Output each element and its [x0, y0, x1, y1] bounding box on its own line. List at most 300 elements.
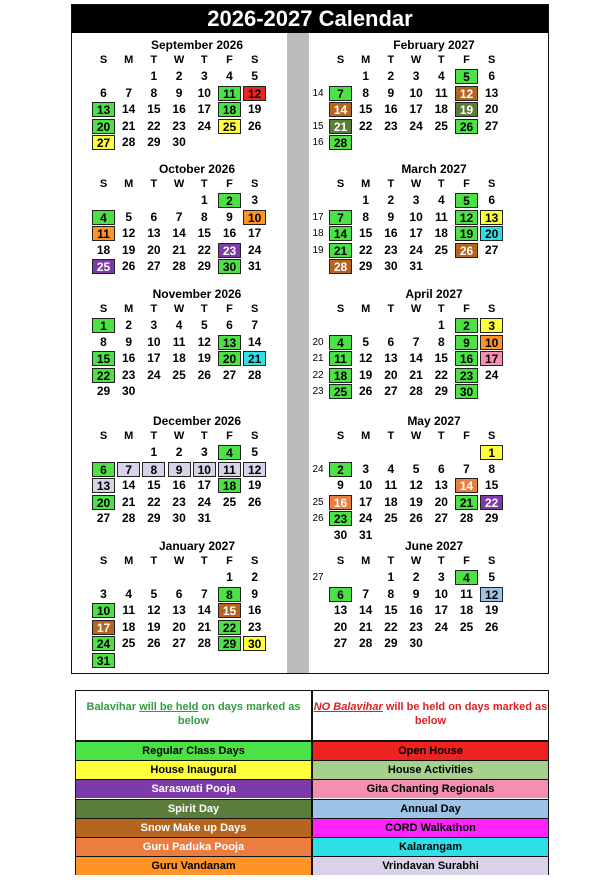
day-cell: 19	[147, 619, 161, 634]
day-cell: 18	[434, 226, 448, 240]
day-cell: 16	[409, 603, 423, 617]
day-cell: 3	[150, 318, 158, 332]
day-cell: 3	[362, 461, 370, 476]
day-cell: 26	[409, 511, 423, 525]
day-cell: 12	[455, 86, 478, 101]
day-cell: 19	[409, 494, 423, 509]
day-cell: 23	[384, 242, 398, 257]
day-cell: 6	[437, 461, 445, 476]
day-cell: 18	[434, 102, 448, 116]
day-cell: 12	[480, 587, 503, 602]
weekday-label: F	[463, 178, 470, 190]
day-cell: 21	[122, 118, 136, 133]
day-cell: 4	[329, 335, 352, 350]
day-cell: 30	[218, 259, 241, 274]
day-cell: 15	[147, 102, 161, 116]
weekday-label: T	[200, 178, 208, 190]
week-number: 27	[312, 572, 324, 583]
day-cell: 23	[172, 118, 186, 133]
day-cell: 11	[122, 603, 136, 617]
day-cell: 29	[384, 636, 398, 650]
day-cell: 11	[218, 86, 241, 101]
day-cell: 14	[409, 351, 423, 365]
day-cell: 18	[459, 603, 474, 617]
legend-held-heading	[76, 691, 311, 741]
day-cell: 25	[218, 119, 241, 134]
day-cell: 4	[437, 69, 445, 83]
day-cell: 8	[150, 85, 158, 100]
weekday-label: T	[387, 54, 395, 66]
day-cell: 27	[96, 511, 111, 525]
day-cell: 25	[329, 384, 352, 399]
day-cell: 30	[122, 384, 136, 398]
day-cell: 4	[175, 318, 183, 332]
day-cell: 31	[197, 511, 211, 525]
day-cell: 26	[455, 243, 478, 258]
day-cell: 23	[455, 368, 478, 383]
weekday-label: S	[99, 178, 108, 190]
legend-item: Open House	[313, 741, 548, 760]
weekday-label: M	[124, 54, 134, 66]
day-cell: 7	[362, 586, 370, 601]
day-cell: 10	[193, 462, 216, 477]
weekday-label: T	[437, 430, 445, 442]
day-cell: 11	[218, 462, 241, 477]
day-cell: 1	[150, 69, 158, 83]
day-cell: 6	[175, 586, 183, 601]
weekday-label: M	[361, 555, 371, 567]
day-cell: 15	[359, 102, 373, 116]
day-cell: 30	[243, 636, 266, 651]
day-cell: 2	[329, 462, 352, 477]
day-cell: 6	[100, 85, 107, 100]
day-cell: 21	[172, 242, 186, 257]
column-divider	[287, 33, 309, 673]
weekday-label: F	[463, 430, 470, 442]
day-cell: 28	[248, 367, 262, 382]
day-cell: 3	[412, 193, 420, 207]
day-cell: 15	[218, 603, 241, 618]
week-number: 21	[312, 353, 324, 364]
month-title: June 2027	[404, 539, 464, 553]
day-cell: 11	[329, 351, 352, 366]
legend-item: Kalarangam	[313, 837, 548, 856]
weekday-label: T	[200, 303, 208, 315]
day-cell: 23	[409, 619, 423, 634]
day-cell: 6	[329, 587, 352, 602]
day-cell: 6	[92, 462, 115, 477]
weekday-label: T	[150, 555, 158, 567]
weekday-label: F	[463, 555, 470, 567]
day-cell: 27	[172, 636, 186, 650]
day-cell: 25	[459, 619, 474, 634]
weekday-label: F	[226, 54, 233, 66]
day-cell: 1	[226, 570, 233, 584]
day-cell: 13	[147, 226, 161, 240]
day-cell: 28	[459, 511, 474, 525]
weekday-label: M	[124, 303, 134, 315]
day-cell: 23	[329, 511, 352, 526]
day-cell: 19	[485, 603, 499, 617]
day-cell: 7	[175, 209, 183, 224]
day-cell: 9	[175, 85, 183, 100]
day-cell: 20	[92, 495, 115, 510]
day-cell: 29	[197, 259, 211, 273]
weekday-label: S	[488, 178, 496, 190]
day-cell: 29	[218, 636, 241, 651]
day-cell: 3	[412, 69, 420, 83]
day-cell: 20	[147, 242, 161, 257]
day-cell: 26	[359, 384, 373, 398]
week-number: 24	[312, 463, 324, 475]
day-cell: 1	[150, 445, 158, 459]
weekday-label: T	[387, 555, 395, 567]
month-title: October 2026	[158, 162, 236, 176]
day-cell: 14	[329, 226, 352, 241]
day-cell: 16	[329, 495, 352, 510]
day-cell: 22	[359, 242, 373, 257]
day-cell: 13	[480, 210, 503, 225]
weekday-label: S	[99, 430, 108, 442]
day-cell: 1	[480, 445, 503, 460]
weekday-label: S	[251, 555, 259, 567]
day-cell: 2	[125, 318, 133, 332]
legend-item: Guru Paduka Pooja	[76, 837, 311, 856]
day-cell: 10	[92, 603, 115, 618]
day-cell: 17	[434, 603, 448, 617]
day-cell: 9	[387, 209, 395, 224]
day-cell: 5	[455, 193, 478, 208]
day-cell: 18	[218, 478, 241, 493]
day-cell: 19	[455, 102, 478, 117]
day-cell: 2	[387, 193, 395, 207]
day-cell: 18	[96, 242, 111, 257]
month-title: November 2026	[152, 287, 242, 301]
weekday-label: S	[336, 303, 345, 315]
day-cell: 24	[359, 511, 373, 525]
day-cell: 4	[455, 570, 478, 585]
day-cell: 17	[92, 620, 115, 635]
day-cell: 20	[485, 102, 499, 116]
day-cell: 17	[359, 494, 373, 509]
weekday-label: W	[410, 555, 422, 567]
day-cell: 25	[122, 636, 136, 650]
day-cell: 2	[175, 69, 183, 83]
day-cell: 16	[455, 351, 478, 366]
day-cell: 15	[92, 351, 115, 366]
legend-held	[75, 690, 312, 875]
weekday-label: W	[410, 54, 422, 66]
day-cell: 18	[384, 494, 398, 509]
day-cell: 18	[122, 619, 136, 634]
day-cell: 31	[92, 653, 115, 668]
weekday-label: T	[437, 178, 445, 190]
day-cell: 1	[200, 193, 208, 207]
legend-not-held-heading-part1: NO Balavihar	[313, 701, 383, 713]
day-cell: 7	[412, 334, 420, 349]
day-cell: 7	[125, 85, 133, 100]
day-cell: 6	[488, 69, 496, 83]
day-cell: 20	[480, 226, 503, 241]
weekday-label: S	[251, 54, 259, 66]
day-cell: 10	[409, 209, 423, 224]
day-cell: 8	[488, 461, 496, 476]
day-cell: 27	[384, 384, 398, 398]
day-cell: 7	[329, 210, 352, 225]
weekday-label: S	[251, 430, 259, 442]
weekday-label: S	[488, 555, 496, 567]
day-cell: 18	[329, 368, 352, 383]
weekday-label: W	[173, 555, 185, 567]
day-cell: 11	[92, 226, 115, 241]
day-cell: 27	[147, 259, 161, 273]
day-cell: 10	[409, 85, 423, 100]
day-cell: 1	[387, 570, 395, 584]
day-cell: 2	[251, 570, 259, 584]
day-cell: 25	[384, 511, 398, 525]
day-cell: 8	[142, 462, 165, 477]
day-cell: 20	[333, 619, 348, 634]
day-cell: 2	[218, 193, 241, 208]
weekday-label: T	[387, 430, 395, 442]
day-cell: 29	[147, 511, 161, 525]
weekday-label: S	[99, 54, 108, 66]
day-cell: 5	[200, 318, 208, 332]
weekday-label: W	[173, 303, 185, 315]
day-cell: 19	[248, 478, 262, 492]
page-title: 2026-2027 Calendar	[72, 5, 548, 33]
day-cell: 11	[434, 209, 448, 224]
weekday-label: M	[361, 178, 371, 190]
day-cell: 22	[359, 118, 373, 133]
day-cell: 26	[485, 619, 499, 634]
day-cell: 17	[480, 351, 503, 366]
day-cell: 22	[147, 118, 161, 133]
day-cell: 19	[455, 226, 478, 241]
day-cell: 5	[251, 445, 259, 459]
legend-item: Vrindavan Surabhi	[313, 856, 548, 875]
week-number: 22	[312, 369, 324, 381]
month-title: March 2027	[401, 162, 467, 176]
day-cell: 10	[434, 586, 448, 601]
legend-item: Regular Class Days	[76, 741, 311, 760]
day-cell: 20	[218, 351, 241, 366]
weekday-label: F	[226, 555, 233, 567]
day-cell: 15	[359, 226, 373, 240]
day-cell: 9	[412, 586, 420, 601]
legend-item: CORD Walkathon	[313, 818, 548, 837]
day-cell: 23	[122, 367, 136, 382]
day-cell: 14	[122, 478, 136, 492]
week-number: 19	[312, 244, 324, 256]
day-cell: 25	[92, 259, 115, 274]
weekday-label: T	[437, 555, 445, 567]
day-cell: 27	[92, 135, 115, 150]
day-cell: 30	[455, 384, 478, 399]
day-cell: 21	[122, 494, 136, 509]
day-cell: 31	[359, 527, 373, 542]
day-cell: 10	[197, 85, 211, 100]
day-cell: 30	[409, 636, 423, 650]
day-cell: 30	[384, 259, 398, 273]
weekday-label: W	[173, 54, 185, 66]
day-cell: 5	[125, 209, 133, 224]
day-cell: 7	[463, 461, 470, 476]
day-cell: 13	[92, 478, 115, 493]
day-cell: 26	[248, 494, 262, 509]
month-title: February 2027	[393, 38, 475, 52]
weekday-label: T	[387, 178, 395, 190]
legend-item: House Inaugural	[76, 760, 311, 779]
day-cell: 24	[434, 619, 448, 634]
weekday-label: F	[226, 303, 233, 315]
weekday-label: S	[488, 303, 496, 315]
weekday-label: T	[200, 555, 208, 567]
day-cell: 6	[150, 209, 158, 224]
day-cell: 28	[122, 511, 136, 525]
day-cell: 10	[359, 478, 373, 492]
day-cell: 24	[197, 494, 211, 509]
day-cell: 28	[329, 135, 352, 150]
weekday-label: T	[437, 303, 445, 315]
weekday-label: S	[251, 178, 259, 190]
day-cell: 9	[226, 209, 233, 224]
day-cell: 22	[197, 242, 211, 257]
day-cell: 15	[197, 226, 211, 240]
weekday-label: W	[173, 430, 185, 442]
day-cell: 7	[251, 318, 259, 332]
day-cell: 30	[333, 527, 348, 542]
week-number: 14	[312, 87, 324, 99]
day-cell: 27	[333, 636, 348, 650]
day-cell: 16	[384, 226, 398, 240]
day-cell: 29	[147, 135, 161, 149]
week-number: 17	[312, 211, 324, 223]
day-cell: 6	[488, 193, 496, 207]
weekday-label: T	[200, 54, 208, 66]
day-cell: 27	[222, 367, 237, 382]
weekday-label: T	[150, 303, 158, 315]
weekday-label: M	[124, 555, 134, 567]
day-cell: 22	[434, 367, 448, 382]
day-cell: 15	[485, 478, 499, 492]
day-cell: 31	[248, 259, 262, 273]
day-cell: 21	[359, 619, 373, 634]
day-cell: 14	[122, 102, 136, 116]
day-cell: 21	[455, 495, 478, 510]
day-cell: 8	[437, 334, 445, 349]
day-cell: 29	[96, 384, 111, 398]
day-cell: 5	[251, 69, 259, 83]
day-cell: 12	[197, 334, 211, 349]
day-cell: 24	[485, 367, 499, 382]
month-title: April 2027	[405, 287, 463, 301]
weekday-label: F	[463, 303, 470, 315]
day-cell: 26	[197, 367, 211, 382]
day-cell: 13	[172, 603, 186, 617]
day-cell: 20	[384, 367, 398, 382]
day-cell: 3	[100, 586, 107, 601]
day-cell: 22	[480, 495, 503, 510]
day-cell: 26	[147, 636, 161, 650]
weekday-label: S	[488, 430, 496, 442]
week-number: 20	[312, 336, 324, 348]
day-cell: 3	[480, 318, 503, 333]
day-cell: 7	[329, 86, 352, 101]
day-cell: 4	[437, 193, 445, 207]
legend-item: House Activities	[313, 760, 548, 779]
day-cell: 3	[437, 570, 445, 584]
day-cell: 24	[409, 242, 423, 257]
weekday-label: S	[99, 555, 108, 567]
weekday-label: M	[124, 430, 134, 442]
weekday-label: T	[200, 430, 208, 442]
weekday-label: T	[150, 54, 158, 66]
day-cell: 30	[172, 135, 186, 149]
day-cell: 16	[172, 478, 186, 492]
day-cell: 17	[248, 226, 262, 240]
day-cell: 1	[437, 318, 445, 332]
week-number: 26	[312, 513, 324, 524]
day-cell: 11	[460, 586, 473, 601]
day-cell: 10	[147, 334, 161, 349]
legend-not-held-heading-part2: will be held on days marked as below	[382, 701, 548, 727]
weekday-label: F	[226, 178, 233, 190]
day-cell: 14	[172, 226, 186, 240]
weekday-label: M	[361, 54, 371, 66]
day-cell: 20	[92, 119, 115, 134]
day-cell: 23	[218, 243, 241, 258]
day-cell: 16	[222, 226, 237, 240]
weekday-label: W	[410, 178, 422, 190]
day-cell: 9	[125, 334, 133, 349]
day-cell: 19	[248, 102, 262, 116]
day-cell: 23	[172, 494, 186, 509]
day-cell: 30	[172, 511, 186, 525]
week-number: 25	[312, 496, 324, 508]
day-cell: 4	[226, 69, 233, 83]
day-cell: 21	[329, 243, 352, 258]
day-cell: 24	[248, 242, 262, 257]
weekday-label: T	[387, 303, 395, 315]
day-cell: 12	[455, 210, 478, 225]
day-cell: 15	[434, 351, 448, 365]
day-cell: 20	[172, 619, 186, 634]
day-cell: 12	[122, 226, 136, 240]
day-cell: 4	[218, 445, 241, 460]
weekday-label: W	[173, 178, 185, 190]
day-cell: 28	[409, 384, 423, 398]
day-cell: 21	[329, 119, 352, 134]
weekday-label: T	[150, 430, 158, 442]
day-cell: 24	[197, 118, 211, 133]
day-cell: 14	[248, 334, 262, 349]
legend-item: Saraswati Pooja	[76, 779, 311, 798]
day-cell: 1	[362, 69, 370, 83]
day-cell: 29	[485, 511, 499, 525]
day-cell: 27	[485, 242, 499, 257]
day-cell: 1	[92, 318, 115, 333]
legend-item: Guru Vandanam	[76, 856, 311, 875]
day-cell: 17	[197, 102, 211, 116]
day-cell: 15	[147, 478, 161, 492]
weekday-label: S	[336, 54, 345, 66]
day-cell: 12	[243, 462, 266, 477]
day-cell: 12	[147, 603, 161, 617]
weekday-label: M	[361, 430, 371, 442]
day-cell: 19	[359, 367, 373, 382]
day-cell: 7	[117, 462, 140, 477]
